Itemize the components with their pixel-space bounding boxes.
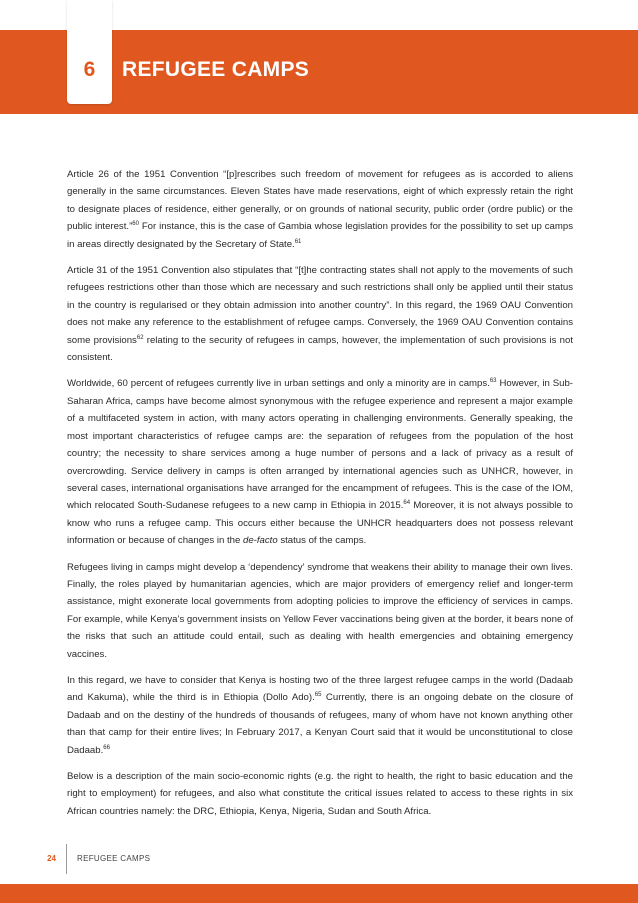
footnote-ref: 64 xyxy=(403,500,411,507)
footnote-ref: 60 xyxy=(132,221,139,228)
paragraph-text: Currently, there is an ongoing debate on the closure of Dadaab and on the destiny of the hundreds of thousands of refugees, many of whom have not known anything other than that camp for their entire lives; In February 2017, a Kenyan Court said that it would be unconstitutional to close Dadaab. xyxy=(67,692,574,756)
chapter-number: 6 xyxy=(83,58,96,81)
paragraph-text: Article 31 of the 1951 Convention also stipulates that “[t]he contracting states shall not apply to the movements of such refugees restrictions other than those which are necessary and such restrictions shall only be applied until their status in the country is regularised or they obtain admission into another country”. In this regard, the 1969 OAU Convention does not make any reference to the establishment of refugee camps. Conversely, the 1969 OAU Convention contains some provisions xyxy=(67,265,573,346)
footnote-ref: 66 xyxy=(103,744,110,751)
paragraph-6: Below is a description of the main socio-economic rights (e.g. the right to health, the right to basic education and the right to employment) for refugees, and also what constitute the critical issues related to access to these rights in six African countries namely: the DRC, Ethiopia, Kenya, Nigeria, Sudan and South Africa. xyxy=(67,771,573,817)
paragraph-2 xyxy=(67,262,573,366)
footnote-ref: 62 xyxy=(136,334,144,341)
paragraph-5 xyxy=(67,672,573,759)
footnote-ref: 65 xyxy=(314,692,322,699)
paragraph-text: Moreover, it is not always possible to know who runs a refugee camp. This occurs either because the UNHCR headquarters does not possess relevant information or because of changes in the xyxy=(67,500,573,547)
paragraph-text: relating to the security of refugees in camps, however, the implementation of such provisions is not consistent. xyxy=(67,334,573,364)
footer-section-label: REFUGEE CAMPS xyxy=(77,854,151,863)
paragraph-text: Worldwide, 60 percent of refugees currently live in urban settings and only a minority are in camps. xyxy=(67,378,490,390)
paragraph-1 xyxy=(67,166,573,253)
footer-page-number: 24 xyxy=(47,854,56,863)
chapter-tab xyxy=(67,0,112,104)
bottom-band xyxy=(0,884,638,903)
paragraph-text: For instance, this is the case of Gambia whose legislation provides for the possibility to set up camps in areas directly designated by the Secretary of State. xyxy=(67,221,573,250)
chapter-title: REFUGEE CAMPS xyxy=(122,58,310,81)
paragraph-text: status of the camps. xyxy=(277,535,367,547)
body-text xyxy=(67,166,573,829)
italic-term: de-facto xyxy=(243,535,278,547)
paragraph-text: Article 26 of the 1951 Convention “[p]rescribes such freedom of movement for refugees as is accorded to aliens generally in the same circumstances. Eleven States have made reservations, eight of which expressly retain the right to designate places of residence, either generally, or on grounds of national security, public order (ordre public) or the public interest.” xyxy=(67,169,573,233)
footnote-ref: 61 xyxy=(294,238,302,245)
paragraph-4: Refugees living in camps might develop a ‘dependency’ syndrome that weakens their ability to manage their own lives. Finally, the roles played by humanitarian agencies, which are major providers of emergency relief and longer-term assistance, might exonerate local governments from adopting policies to improve the efficiency of services in camps. For example, while Kenya’s government insists on Yellow Fever vaccinations being given at the border, it bears none of the risks that such an attitude could entail, such as dealing with health emergencies and obtaining emergency vaccines. xyxy=(67,561,573,660)
paragraph-text: In this regard, we have to consider that Kenya is hosting two of the three largest refugee camps in the world (Dadaab and Kakuma), while the third is in Ethiopia (Dollo Ado). xyxy=(67,674,573,704)
paragraph-3 xyxy=(67,375,573,549)
footer-divider xyxy=(66,844,67,874)
footnote-ref: 63 xyxy=(489,378,497,385)
paragraph-text: However, in Sub-Saharan Africa, camps have become almost synonymous with the refugee experience and represent a major example of a multifaceted system in action, with many actors operating in challenging environments. Generally speaking, the most important characteristics of refugee camps are: the separation of refugees from the population of the host country; the necessity to share services among a huge number of persons and a lack of privacy as a result of overcrowding. Service delivery in camps is often arranged by international agencies such as UNHCR, however, in several cases, international organisations have arranged for the encampment of refugees. This is the case of the IOM, which relocated South-Sudanese refugees to a new camp in Ethiopia in 2015. xyxy=(67,378,573,512)
